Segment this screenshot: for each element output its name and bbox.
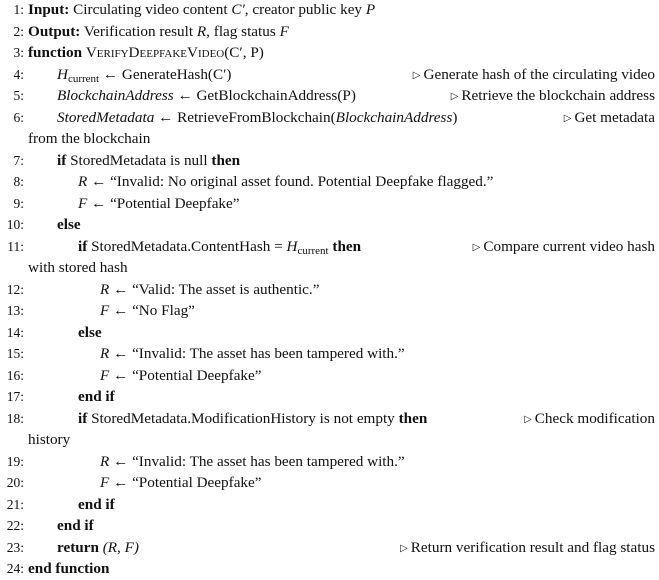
algo-line-24 xyxy=(0,558,657,580)
line-content xyxy=(28,21,289,43)
line-number: 6: xyxy=(13,109,24,125)
comment xyxy=(524,408,655,431)
algo-line-2 xyxy=(0,21,657,43)
subscript: current xyxy=(67,72,100,85)
variable: H xyxy=(57,65,68,83)
line-content xyxy=(78,193,240,215)
condition: StoredMetadata.ModificationHistory is not empty xyxy=(91,409,395,427)
comment-text: Get metadata xyxy=(574,108,655,126)
function-name: VerifyDeepfakeVideo xyxy=(85,44,225,62)
algo-line-6 xyxy=(0,107,657,129)
comment-triangle-icon: ▷ xyxy=(472,241,481,253)
line-content xyxy=(100,343,405,365)
line-content xyxy=(57,515,94,537)
comment-continuation: history xyxy=(28,431,71,449)
assignment: ← RetrieveFromBlockchain( xyxy=(158,108,336,126)
function-args: (C′, P) xyxy=(224,44,264,62)
algo-line-16 xyxy=(0,365,657,387)
assignment: ← “Potential Deepfake” xyxy=(113,366,262,384)
variable: H xyxy=(286,237,298,255)
comment-text: Retrieve the blockchain address xyxy=(461,87,655,105)
algo-line-17 xyxy=(0,386,657,408)
algo-line-18 xyxy=(0,408,657,430)
line-content xyxy=(78,494,115,516)
assignment: ← “No Flag” xyxy=(113,302,195,320)
line-content xyxy=(28,0,375,21)
line-number: 14: xyxy=(6,324,24,340)
keyword-if: if xyxy=(78,409,88,427)
line-content xyxy=(57,537,139,559)
variable: F xyxy=(100,366,110,384)
line-content xyxy=(57,150,240,172)
variable: R xyxy=(78,173,88,191)
line-number: 1: xyxy=(13,2,24,17)
line-number: 11: xyxy=(7,238,24,254)
line-content xyxy=(57,64,232,86)
condition: StoredMetadata is null xyxy=(70,151,208,169)
line-number: 18: xyxy=(6,410,24,426)
comment-triangle-icon: ▷ xyxy=(450,91,459,103)
line-number: 15: xyxy=(6,346,24,362)
algo-line-8 xyxy=(0,171,657,193)
algo-line-19 xyxy=(0,451,657,473)
variable: F xyxy=(100,302,110,320)
line-number: 16: xyxy=(6,367,24,383)
comment-text: Check modification xyxy=(534,409,655,427)
algo-line-3 xyxy=(0,42,657,64)
keyword-end-if: end if xyxy=(78,495,115,513)
line-number: 22: xyxy=(6,518,24,534)
comment-continuation: from the blockchain xyxy=(28,130,151,148)
comment xyxy=(400,537,655,560)
keyword-else: else xyxy=(57,216,81,234)
keyword-function: function xyxy=(28,44,83,62)
line-number: 2: xyxy=(13,23,24,39)
comment-continuation: with stored hash xyxy=(28,259,128,277)
algo-line-13 xyxy=(0,300,657,322)
variable: R xyxy=(100,280,110,298)
condition: StoredMetadata.ContentHash = xyxy=(91,237,287,255)
line-number: 10: xyxy=(6,217,24,233)
assignment: ← “Invalid: The asset has been tampered with.” xyxy=(113,452,405,470)
line-content xyxy=(28,558,109,580)
line-content xyxy=(57,107,457,129)
algo-line-12 xyxy=(0,279,657,301)
line-number: 8: xyxy=(13,174,24,190)
comment-text: Compare current video hash xyxy=(483,237,655,255)
variable: F xyxy=(100,474,110,492)
algo-line-4 xyxy=(0,64,657,86)
keyword-end-function: end function xyxy=(28,560,110,578)
keyword-end-if: end if xyxy=(57,517,94,535)
algo-line-15 xyxy=(0,343,657,365)
algo-line-1 xyxy=(0,0,657,21)
line-content xyxy=(100,472,262,494)
comment-triangle-icon: ▷ xyxy=(400,542,408,554)
return-value: (R, F) xyxy=(102,538,139,556)
comment xyxy=(451,85,655,108)
keyword-if: if xyxy=(78,237,88,255)
keyword-then: then xyxy=(211,151,241,169)
line-number: 5: xyxy=(13,88,24,104)
keyword-then: then xyxy=(332,237,362,255)
line-content xyxy=(100,451,405,473)
algo-line-14 xyxy=(0,322,657,344)
keyword-if: if xyxy=(57,151,67,169)
comment-triangle-icon: ▷ xyxy=(524,413,532,425)
assignment: ← GenerateHash(C′) xyxy=(102,65,232,83)
line-number: 21: xyxy=(6,496,24,512)
subscript: current xyxy=(297,244,329,257)
output-description: Verification result R, flag status F xyxy=(83,22,289,40)
line-content xyxy=(78,408,427,430)
line-content xyxy=(100,300,195,322)
algo-line-11 xyxy=(0,236,657,258)
keyword-return: return xyxy=(57,538,99,556)
line-number: 19: xyxy=(6,453,24,469)
line-number: 24: xyxy=(6,561,24,577)
algo-line-22 xyxy=(0,515,657,537)
assignment: ← “Invalid: The asset has been tampered with.” xyxy=(113,345,405,363)
line-content xyxy=(78,236,361,258)
assignment: ← “Potential Deepfake” xyxy=(91,194,240,212)
line-content xyxy=(78,171,493,193)
line-number: 23: xyxy=(6,539,24,555)
algo-line-20 xyxy=(0,472,657,494)
line-number: 17: xyxy=(6,389,24,405)
variable: StoredMetadata xyxy=(57,108,155,126)
comment-text: Return verification result and flag status xyxy=(410,538,655,556)
keyword-else: else xyxy=(78,323,102,341)
comment xyxy=(564,107,655,130)
line-number: 20: xyxy=(6,475,24,491)
line-number: 4: xyxy=(13,66,24,82)
algo-line-21 xyxy=(0,494,657,516)
line-number: 12: xyxy=(6,281,24,297)
assignment: ← “Invalid: No original asset found. Potential Deepfake flagged.” xyxy=(91,173,494,191)
keyword-output: Output: xyxy=(28,22,81,40)
comment-text: Generate hash of the circulating video xyxy=(423,65,655,83)
comment xyxy=(413,64,655,87)
variable: F xyxy=(78,194,88,212)
line-content xyxy=(57,214,81,236)
paren: ) xyxy=(452,108,458,126)
input-description: Circulating video content C′, creator public key P xyxy=(73,1,376,18)
keyword-then: then xyxy=(398,409,428,427)
variable: BlockchainAddress xyxy=(335,108,453,126)
line-number: 13: xyxy=(6,303,24,319)
assignment: ← “Potential Deepfake” xyxy=(113,474,262,492)
algo-line-5 xyxy=(0,85,657,107)
variable: R xyxy=(100,345,110,363)
line-content xyxy=(100,365,262,387)
keyword-input: Input: xyxy=(28,1,70,18)
line-content xyxy=(57,85,356,107)
algo-line-9 xyxy=(0,193,657,215)
comment-triangle-icon: ▷ xyxy=(412,69,421,81)
comment xyxy=(473,236,655,259)
algo-line-10 xyxy=(0,214,657,236)
variable: BlockchainAddress xyxy=(57,87,174,105)
line-content xyxy=(78,322,102,344)
line-number: 9: xyxy=(13,195,24,211)
variable: R xyxy=(100,452,110,470)
line-number: 3: xyxy=(13,45,24,61)
line-number: 7: xyxy=(13,152,24,168)
comment-triangle-icon: ▷ xyxy=(563,112,572,124)
assignment: ← “Valid: The asset is authentic.” xyxy=(113,280,320,298)
keyword-end-if: end if xyxy=(78,388,115,406)
line-content xyxy=(78,386,115,408)
assignment: ← GetBlockchainAddress(P) xyxy=(177,87,356,105)
algo-line-23 xyxy=(0,537,657,559)
algo-line-7 xyxy=(0,150,657,172)
line-content xyxy=(100,279,319,301)
line-content xyxy=(28,42,264,64)
